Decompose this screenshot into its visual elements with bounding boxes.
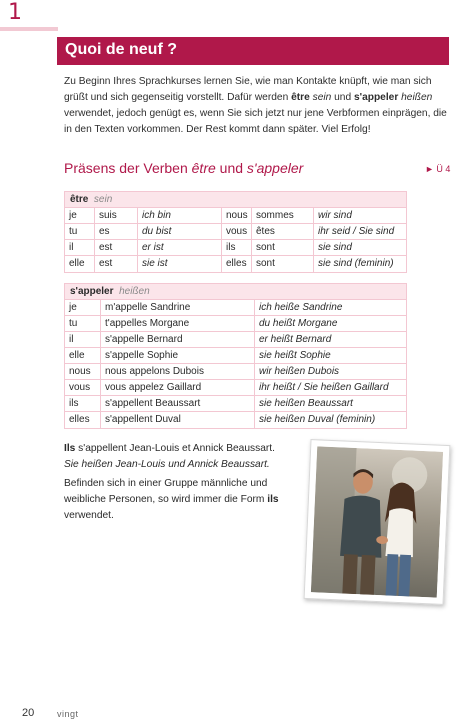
intro-paragraph <box>64 74 449 138</box>
sappeler-conjugation-table <box>64 283 407 429</box>
sappeler-table-row <box>65 348 406 364</box>
example-line-1: s'appellent Jean-Louis et Annick Beaussart. <box>75 443 275 454</box>
heading-part-2: und <box>215 160 247 176</box>
sappeler-table-cell: je <box>65 300 101 315</box>
etre-table-header <box>65 192 406 208</box>
chapter-number: 1 <box>8 0 22 25</box>
etre-table-cell: sont <box>252 240 314 255</box>
sappeler-table-cell: sie heißt Sophie <box>259 350 331 361</box>
etre-table-cell: sommes <box>252 208 314 223</box>
sappeler-table-cell: ils <box>65 396 101 411</box>
etre-table-row <box>65 208 406 224</box>
etre-translation: sein <box>93 194 113 205</box>
etre-table-cell: elles <box>222 256 252 272</box>
lesson-title-bar <box>57 37 449 65</box>
etre-table-cell: tu <box>65 224 95 239</box>
sappeler-table-cell: il <box>65 332 101 347</box>
etre-table-cell: du bist <box>138 224 222 239</box>
sappeler-table-row <box>65 332 406 348</box>
sappeler-table-row <box>65 300 406 316</box>
note-bold-ils: ils <box>267 494 279 505</box>
exercise-reference-link[interactable]: ► Ü 4 <box>425 164 451 174</box>
sappeler-table-header <box>65 284 406 300</box>
example-sentence <box>64 441 294 473</box>
sappeler-table-cell: du heißt Morgane <box>259 318 338 329</box>
intro-bold-etre: être <box>291 92 310 103</box>
sappeler-table-cell: s'appelle Sophie <box>101 348 255 363</box>
chapter-divider <box>0 27 58 31</box>
couple-photo-image <box>311 446 443 597</box>
grammar-note <box>64 476 294 524</box>
sappeler-table-cell: nous <box>65 364 101 379</box>
sappeler-table-cell: tu <box>65 316 101 331</box>
etre-table-cell: wir sind <box>318 210 352 221</box>
etre-table-cell: sie ist <box>138 256 222 272</box>
etre-table-cell: sie sind <box>318 242 352 253</box>
page-number-word: vingt <box>57 709 79 719</box>
etre-verb: être <box>70 194 89 205</box>
etre-table-cell: est <box>95 256 138 272</box>
sappeler-table-cell: nous appelons Dubois <box>101 364 255 379</box>
sappeler-table-cell: s'appellent Beaussart <box>101 396 255 411</box>
sappeler-table-cell: t'appelles Morgane <box>101 316 255 331</box>
sappeler-table-cell: wir heißen Dubois <box>259 366 340 377</box>
sappeler-table-cell: er heißt Bernard <box>259 334 332 345</box>
intro-text-2: und <box>331 92 354 103</box>
example-line-2: Sie heißen Jean-Louis und Annick Beaussart. <box>64 459 270 470</box>
sappeler-table-cell: m'appelle Sandrine <box>101 300 255 315</box>
etre-table-cell: es <box>95 224 138 239</box>
etre-table-cell: sie sind (feminin) <box>318 258 394 269</box>
etre-table-cell: elle <box>65 256 95 272</box>
intro-bold-sappeler: s'appeler <box>353 92 399 103</box>
lesson-title: Quoi de neuf ? <box>65 41 177 58</box>
etre-table-cell: il <box>65 240 95 255</box>
sappeler-table-cell: elles <box>65 412 101 428</box>
sappeler-table-row <box>65 364 406 380</box>
etre-table-cell: est <box>95 240 138 255</box>
heading-verb-etre: être <box>191 160 216 176</box>
etre-table-cell: sont <box>252 256 314 272</box>
sappeler-table-cell: s'appellent Duval <box>101 412 255 428</box>
sappeler-table-row <box>65 396 406 412</box>
intro-text-3: verwendet, jedoch genügt es, wenn Sie sich jetzt nur jene Verbformen einprägen, die in den Texten vorkommen. Der Rest kommt dann später. Viel Erfolg! <box>64 108 447 135</box>
couple-photo <box>304 439 451 605</box>
sappeler-table-cell: ich heiße Sandrine <box>259 302 343 313</box>
etre-table-cell: ich bin <box>138 208 222 223</box>
sappeler-table-cell: vous <box>65 380 101 395</box>
sappeler-table-cell: sie heißen Duval (feminin) <box>259 414 376 425</box>
sappeler-table-cell: vous appelez Gaillard <box>101 380 255 395</box>
etre-table-row <box>65 224 406 240</box>
sappeler-table-cell: elle <box>65 348 101 363</box>
section-heading <box>64 160 303 176</box>
etre-table-row <box>65 240 406 256</box>
sappeler-table-cell: ihr heißt / Sie heißen Gaillard <box>259 382 389 393</box>
etre-conjugation-table <box>64 191 407 273</box>
etre-table-cell: ils <box>222 240 252 255</box>
example-bold-ils: Ils <box>64 443 76 454</box>
etre-table-cell: er ist <box>138 240 222 255</box>
intro-text-1: Zu Beginn Ihres Sprachkurses lernen Sie, wie man Kontakte knüpft, wie man sich grüßt und sich gegenseitig vorstellt. Dafür werden <box>64 76 432 103</box>
intro-italic-heissen: heißen <box>398 92 433 103</box>
etre-table-row <box>65 256 406 272</box>
etre-table-cell: ihr seid / Sie sind <box>318 226 395 237</box>
sappeler-table-cell: s'appelle Bernard <box>101 332 255 347</box>
etre-table-cell: vous <box>222 224 252 239</box>
sappeler-table-row <box>65 412 406 428</box>
intro-italic-sein: sein <box>309 92 332 103</box>
note-end: verwendet. <box>64 510 114 521</box>
page-number: 20 <box>22 707 35 719</box>
etre-table-cell: êtes <box>252 224 314 239</box>
sappeler-translation: heißen <box>119 286 150 297</box>
etre-table-cell: je <box>65 208 95 223</box>
sappeler-table-cell: sie heißen Beaussart <box>259 398 353 409</box>
note-text: Befinden sich in einer Gruppe männliche und weibliche Personen, so wird immer die Form <box>64 478 268 505</box>
heading-verb-sappeler: s'appeler <box>246 160 304 176</box>
sappeler-table-row <box>65 380 406 396</box>
heading-part-1: Präsens der Verben <box>64 160 192 176</box>
etre-table-cell: nous <box>222 208 252 223</box>
etre-table-cell: suis <box>95 208 138 223</box>
sappeler-table-row <box>65 316 406 332</box>
sappeler-verb: s'appeler <box>70 286 114 297</box>
